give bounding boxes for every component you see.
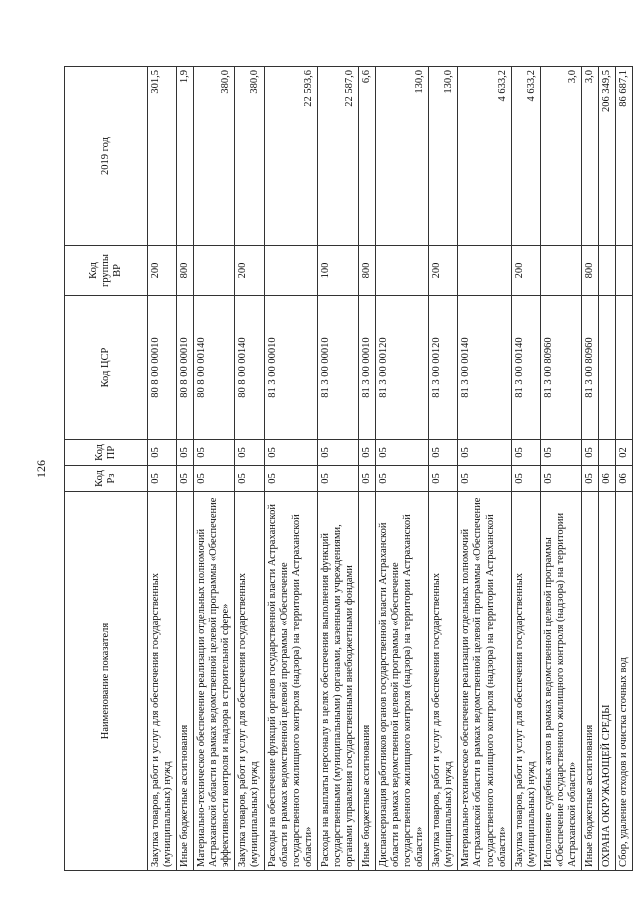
cell-v: 380,0 [235, 67, 264, 246]
table-row [616, 67, 633, 871]
table-row [264, 67, 317, 871]
cell-rz: 05 [376, 466, 429, 492]
cell-csr: 81 3 00 00140 [511, 296, 540, 440]
cell-pr: 05 [429, 440, 458, 466]
table-row [148, 67, 177, 871]
cell-vr [458, 246, 511, 296]
cell-csr: 81 3 00 80960 [540, 296, 581, 440]
cell-v: 130,0 [429, 67, 458, 246]
cell-pr: 05 [317, 440, 358, 466]
table-row [317, 67, 358, 871]
cell-vr [194, 246, 235, 296]
col-pr: Код ПР [65, 440, 148, 466]
table-row [599, 67, 616, 871]
cell-csr: 81 3 00 80960 [581, 296, 598, 440]
cell-vr: 800 [581, 246, 598, 296]
cell-name: Закупка товаров, работ и услуг для обеспечения государственных (муниципальных) нужд [235, 492, 264, 871]
cell-rz: 05 [581, 466, 598, 492]
cell-pr: 05 [458, 440, 511, 466]
cell-rz: 05 [264, 466, 317, 492]
cell-vr: 800 [177, 246, 194, 296]
cell-pr: 05 [540, 440, 581, 466]
cell-csr: 81 3 00 00010 [317, 296, 358, 440]
table-row [540, 67, 581, 871]
cell-vr [616, 246, 633, 296]
cell-rz: 05 [429, 466, 458, 492]
cell-name: Закупка товаров, работ и услуг для обеспечения государственных (муниципальных) нужд [429, 492, 458, 871]
table-row [458, 67, 511, 871]
cell-rz: 05 [194, 466, 235, 492]
cell-name: Материально-техническое обеспечение реализации отдельных полномочий Астраханской области в рамках ведомственной целевой программы «Обеспечение эффективности контроля и надзора в строительной сфере» [194, 492, 235, 871]
col-vr: Код группы ВР [65, 246, 148, 296]
cell-vr [264, 246, 317, 296]
table-header [65, 67, 148, 871]
cell-vr: 200 [235, 246, 264, 296]
cell-v: 86 687,1 [616, 67, 633, 246]
cell-name: Сбор, удаление отходов и очистка сточных вод [616, 492, 633, 871]
cell-name: Исполнение судебных актов в рамках ведомственной целевой программы «Обеспечение государственного жилищного контроля (надзора) на территории Астраханской области» [540, 492, 581, 871]
cell-v: 4 633,2 [458, 67, 511, 246]
cell-v: 4 633,2 [511, 67, 540, 246]
cell-vr: 100 [317, 246, 358, 296]
cell-vr: 200 [511, 246, 540, 296]
cell-rz: 05 [235, 466, 264, 492]
table-row [429, 67, 458, 871]
cell-csr: 81 3 00 00140 [458, 296, 511, 440]
cell-v: 3,0 [540, 67, 581, 246]
cell-pr: 02 [616, 440, 633, 466]
cell-vr [599, 246, 616, 296]
cell-rz: 05 [540, 466, 581, 492]
budget-table [64, 66, 633, 871]
table-row [358, 67, 375, 871]
cell-pr [599, 440, 616, 466]
cell-name: Иные бюджетные ассигнования [581, 492, 598, 871]
cell-v: 206 349,5 [599, 67, 616, 246]
cell-csr: 81 3 00 00010 [358, 296, 375, 440]
cell-vr: 200 [429, 246, 458, 296]
cell-pr: 05 [264, 440, 317, 466]
cell-pr: 05 [581, 440, 598, 466]
cell-csr: 81 3 00 00120 [429, 296, 458, 440]
cell-rz: 06 [599, 466, 616, 492]
cell-csr [616, 296, 633, 440]
cell-rz: 05 [358, 466, 375, 492]
cell-name: Диспансеризация работников органов государственной власти Астраханской области в рамках ведомственной целевой программы «Обеспечение государственного жилищного контроля (надзора) на территории Астраханской области» [376, 492, 429, 871]
cell-name: Материально-техническое обеспечение реализации отдельных полномочий Астраханской области в рамках ведомственной целевой программы «Обеспечение государственного жилищного контроля (надзора) на территории Астраханской области» [458, 492, 511, 871]
cell-pr: 05 [177, 440, 194, 466]
cell-csr: 80 8 00 00010 [177, 296, 194, 440]
cell-pr: 05 [376, 440, 429, 466]
cell-name: ОХРАНА ОКРУЖАЮЩЕЙ СРЕДЫ [599, 492, 616, 871]
cell-name: Иные бюджетные ассигнования [358, 492, 375, 871]
cell-vr: 200 [148, 246, 177, 296]
budget-table-rotated [64, 67, 634, 871]
cell-pr: 05 [148, 440, 177, 466]
cell-rz: 05 [511, 466, 540, 492]
cell-rz: 06 [616, 466, 633, 492]
table-row [177, 67, 194, 871]
cell-v: 22 587,0 [317, 67, 358, 246]
col-name: Наименование показателя [65, 492, 148, 871]
cell-v: 3,0 [581, 67, 598, 246]
cell-name: Иные бюджетные ассигнования [177, 492, 194, 871]
cell-v: 22 593,6 [264, 67, 317, 246]
col-rz: Код Рз [65, 466, 148, 492]
cell-csr: 80 8 00 00140 [194, 296, 235, 440]
cell-name: Расходы на выплаты персоналу в целях обеспечения выполнения функций государственными (муниципальными) органами, казенными учреждениями, органами управления государственными внебюджетными фондами [317, 492, 358, 871]
cell-v: 130,0 [376, 67, 429, 246]
table-row [194, 67, 235, 871]
cell-vr [540, 246, 581, 296]
cell-rz: 05 [458, 466, 511, 492]
col-2019: 2019 год [65, 67, 148, 246]
cell-csr: 80 8 00 00140 [235, 296, 264, 440]
cell-v: 301,5 [148, 67, 177, 246]
cell-pr: 05 [194, 440, 235, 466]
cell-name: Закупка товаров, работ и услуг для обеспечения государственных (муниципальных) нужд [511, 492, 540, 871]
cell-v: 6,6 [358, 67, 375, 246]
cell-rz: 05 [148, 466, 177, 492]
cell-rz: 05 [177, 466, 194, 492]
cell-pr: 05 [511, 440, 540, 466]
col-csr: Код ЦСР [65, 296, 148, 440]
page-number: 126 [34, 460, 48, 478]
cell-v: 1,9 [177, 67, 194, 246]
cell-pr: 05 [358, 440, 375, 466]
cell-v: 380,0 [194, 67, 235, 246]
cell-csr [599, 296, 616, 440]
cell-csr: 81 3 00 00120 [376, 296, 429, 440]
cell-name: Расходы на обеспечение функций органов государственной власти Астраханской области в рамках ведомственной целевой программы «Обеспечение государственного жилищного контроля (надзора) на территории Астраханской области» [264, 492, 317, 871]
cell-name: Закупка товаров, работ и услуг для обеспечения государственных (муниципальных) нужд [148, 492, 177, 871]
table-row [376, 67, 429, 871]
cell-vr [376, 246, 429, 296]
table-row [581, 67, 598, 871]
cell-pr: 05 [235, 440, 264, 466]
table-row [511, 67, 540, 871]
cell-csr: 81 3 00 00010 [264, 296, 317, 440]
cell-rz: 05 [317, 466, 358, 492]
table-row [235, 67, 264, 871]
cell-csr: 80 8 00 00010 [148, 296, 177, 440]
cell-vr: 800 [358, 246, 375, 296]
